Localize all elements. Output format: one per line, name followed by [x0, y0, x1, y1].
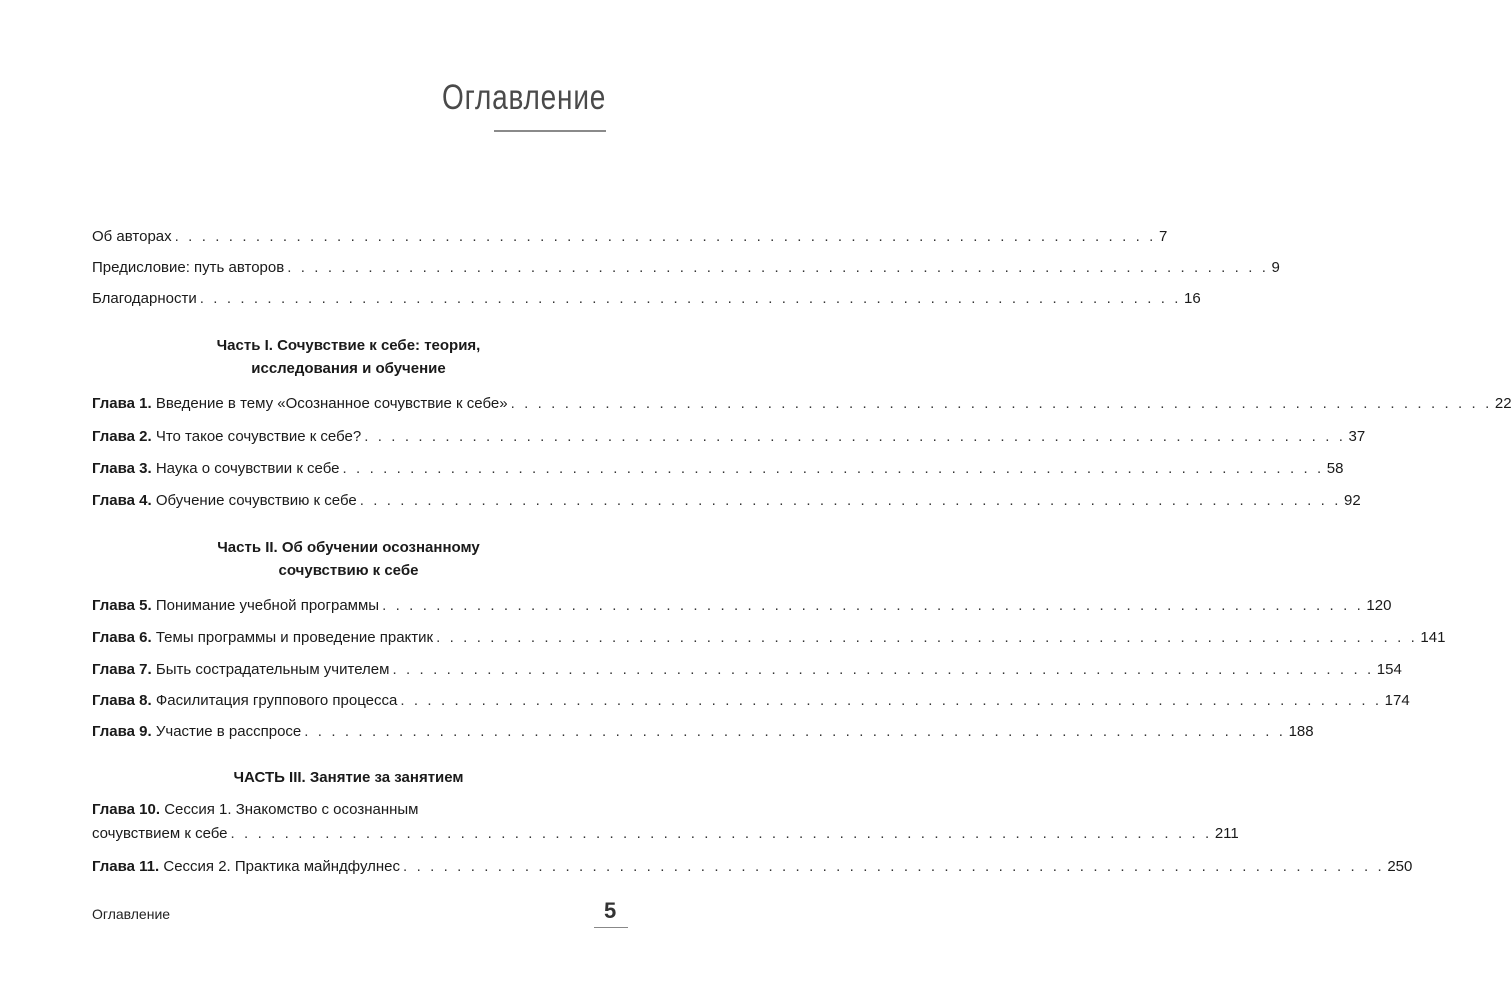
- chapter-title: Введение в тему «Осознанное сочувствие к себе»: [155, 395, 508, 412]
- toc-entry-label: Об авторах: [92, 228, 172, 245]
- chapter-title: Обучение сочувствию к себе: [155, 492, 357, 509]
- toc-page-number: 7: [1158, 228, 1168, 245]
- part-title-line: ЧАСТЬ III. Занятие за занятием: [233, 769, 464, 786]
- dot-leader: . . . . . . . . . . . . . . . . . . . . . . . . . . . . . . . . . . . . . . . . . . . . . . . . . . . . . . . . . . . . . . . . . . . . . . . . .: [400, 692, 1382, 709]
- part-title-line: Часть II. Об обучении осознанному: [217, 539, 480, 556]
- toc-entry-chapter-6[interactable]: [92, 624, 1446, 648]
- page-number: 5: [604, 898, 617, 923]
- toc-entry-about-authors[interactable]: [92, 223, 1168, 247]
- title-underline: [494, 130, 606, 132]
- chapter-number: Глава 7.: [92, 661, 152, 678]
- dot-leader: . . . . . . . . . . . . . . . . . . . . . . . . . . . . . . . . . . . . . . . . . . . . . . . . . . . . . . . . . . . . . . . . . . . . . . . . .: [359, 492, 1341, 509]
- part-title-line: сочувствию к себе: [278, 562, 419, 579]
- toc-page-number: 120: [1366, 597, 1392, 614]
- toc-entry-chapter-7[interactable]: [92, 656, 1402, 680]
- toc-page-number: 211: [1214, 825, 1239, 842]
- chapter-number: Глава 11.: [92, 858, 160, 875]
- toc-entry-chapter-5[interactable]: [92, 592, 1392, 616]
- dot-leader: . . . . . . . . . . . . . . . . . . . . . . . . . . . . . . . . . . . . . . . . . . . . . . . . . . . . . . . . . . . . . . . . . . . . . . . . .: [287, 259, 1269, 276]
- toc-page-number: 58: [1326, 460, 1344, 477]
- toc-entry-preface[interactable]: [92, 254, 1280, 278]
- dot-leader: . . . . . . . . . . . . . . . . . . . . . . . . . . . . . . . . . . . . . . . . . . . . . . . . . . . . . . . . . . . . . . . . . . . . . . . . .: [342, 460, 1324, 477]
- dot-leader: . . . . . . . . . . . . . . . . . . . . . . . . . . . . . . . . . . . . . . . . . . . . . . . . . . . . . . . . . . . . . . . . . . . . . . . . .: [174, 228, 1156, 245]
- toc-page-number: 250: [1387, 858, 1413, 875]
- dot-leader: . . . . . . . . . . . . . . . . . . . . . . . . . . . . . . . . . . . . . . . . . . . . . . . . . . . . . . . . . . . . . . . . . . . . . . . . .: [510, 395, 1492, 412]
- part-title-line: исследования и обучение: [251, 360, 446, 377]
- chapter-title: Сессия 2. Практика майндфулнес: [163, 858, 401, 875]
- chapter-title: Фасилитация группового процесса: [155, 692, 398, 709]
- part-title-line: Часть I. Сочувствие к себе: теория,: [216, 337, 481, 354]
- toc-entry-chapter-1[interactable]: [92, 390, 1512, 414]
- chapter-number: Глава 1.: [92, 395, 152, 412]
- chapter-title: Быть сострадательным учителем: [155, 661, 390, 678]
- part-3-heading: [92, 766, 605, 789]
- dot-leader: . . . . . . . . . . . . . . . . . . . . . . . . . . . . . . . . . . . . . . . . . . . . . . . . . . . . . . . . . . . . . . . . . . . . . . . . .: [392, 661, 1374, 678]
- chapter-title: Темы программы и проведение практик: [155, 629, 434, 646]
- page-number-rule: [594, 927, 628, 928]
- chapter-title: Участие в расспросе: [155, 723, 302, 740]
- chapter-number: Глава 4.: [92, 492, 152, 509]
- chapter-title: Что такое сочувствие к себе?: [155, 428, 362, 445]
- chapter-title: Сессия 1. Знакомство с осознанным: [164, 801, 419, 818]
- chapter-title: Наука о сочувствии к себе: [155, 460, 340, 477]
- running-footer: Оглавление: [92, 906, 171, 922]
- dot-leader: . . . . . . . . . . . . . . . . . . . . . . . . . . . . . . . . . . . . . . . . . . . . . . . . . . . . . . . . . . . . . . . . . . . . . . . . .: [364, 428, 1346, 445]
- dot-leader: . . . . . . . . . . . . . . . . . . . . . . . . . . . . . . . . . . . . . . . . . . . . . . . . . . . . . . . . . . . . . . . . . . . . . . . . .: [403, 858, 1385, 875]
- toc-entry-chapter-9[interactable]: [92, 718, 1314, 742]
- dot-leader: . . . . . . . . . . . . . . . . . . . . . . . . . . . . . . . . . . . . . . . . . . . . . . . . . . . . . . . . . . . . . . . . . . . . . . . . .: [304, 723, 1286, 740]
- toc-page-number: 37: [1348, 428, 1366, 445]
- dot-leader: . . . . . . . . . . . . . . . . . . . . . . . . . . . . . . . . . . . . . . . . . . . . . . . . . . . . . . . . . . . . . . . . . . . . . . . . .: [436, 629, 1418, 646]
- dot-leader: . . . . . . . . . . . . . . . . . . . . . . . . . . . . . . . . . . . . . . . . . . . . . . . . . . . . . . . . . . . . . . . . . . . . . . . . .: [199, 290, 1182, 307]
- chapter-title: Понимание учебной программы: [155, 597, 380, 614]
- page-title: Оглавление: [441, 78, 606, 117]
- toc-entry-chapter-3[interactable]: [92, 455, 1344, 479]
- chapter-title-continued: сочувствием к себе: [92, 825, 228, 842]
- dot-leader: . . . . . . . . . . . . . . . . . . . . . . . . . . . . . . . . . . . . . . . . . . . . . . . . . . . . . . . . . . . . . . . . . . . . . . . . .: [382, 597, 1364, 614]
- toc-entry-acknowledgements[interactable]: [92, 285, 1201, 309]
- toc-entry-chapter-11[interactable]: [92, 853, 1413, 877]
- chapter-number: Глава 10.: [92, 801, 161, 818]
- toc-page-number: 154: [1376, 661, 1402, 678]
- toc-entry-label: Благодарности: [92, 290, 197, 307]
- part-1-heading: [92, 334, 605, 380]
- toc-page-number: 92: [1344, 492, 1361, 509]
- toc-entry-chapter-8[interactable]: [92, 687, 1410, 711]
- toc-entry-chapter-2[interactable]: [92, 423, 1366, 447]
- toc-page-number: 16: [1184, 290, 1201, 307]
- toc-entry-label: Предисловие: путь авторов: [92, 259, 285, 276]
- chapter-number: Глава 5.: [92, 597, 152, 614]
- part-2-heading: [92, 536, 605, 582]
- chapter-number: Глава 3.: [92, 460, 152, 477]
- toc-entry-chapter-4[interactable]: [92, 487, 1361, 511]
- chapter-number: Глава 9.: [92, 723, 152, 740]
- toc-page-number: 9: [1271, 259, 1280, 276]
- toc-page-number: 22: [1494, 395, 1512, 412]
- toc-entry-chapter-10[interactable]: [92, 820, 1239, 844]
- toc-entry-chapter-10-first-line[interactable]: [92, 800, 605, 820]
- chapter-number: Глава 8.: [92, 692, 152, 709]
- toc-page-number: 174: [1384, 692, 1410, 709]
- chapter-number: Глава 6.: [92, 629, 152, 646]
- toc-page-number: 188: [1288, 723, 1314, 740]
- toc-page-number: 141: [1420, 629, 1446, 646]
- dot-leader: . . . . . . . . . . . . . . . . . . . . . . . . . . . . . . . . . . . . . . . . . . . . . . . . . . . . . . . . . . . . . . . . . . . . . . . . .: [230, 825, 1212, 842]
- chapter-number: Глава 2.: [92, 428, 152, 445]
